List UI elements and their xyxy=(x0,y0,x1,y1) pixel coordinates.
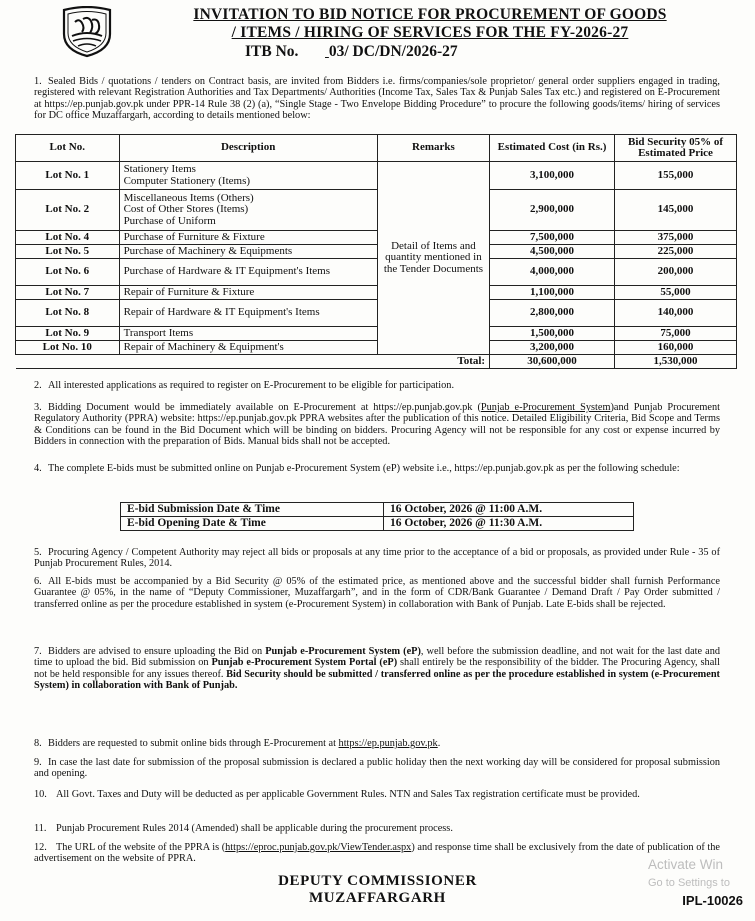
itb-label: ITB No. xyxy=(245,43,299,60)
table-row: Lot No. 1 Stationery Items Computer Stationery (Items) Detail of Items and quantity mentioned in the Tender Documents 3,100,000 155,000 xyxy=(16,162,737,190)
signature-block xyxy=(0,873,755,907)
col-remarks-header: Remarks xyxy=(377,135,489,162)
punjab-eprocurement-link[interactable]: Punjab e-Procurement System xyxy=(480,402,611,413)
clause-6: 6. All E-bids must be accompanied by a Bid Security @ 05% of the estimated price, as mentioned above and the successful bidder shall furnish Performance Guarantee @ 05%, in the name of “Deputy Commissioner, Muzaffargarh”, and in the form of CDR/Bank Guarantee / Demand Draft / Pay Order submitted / transferred online as per the procedure established in system (e-Procurement System) in collaboration with Bank of Punjab. Late E-bids shall be rejected. xyxy=(34,576,720,610)
clause-7: 7. Bidders are advised to ensure uploading the Bid on Punjab e-Procurement System (eP), well before the submission deadline, and not wait for the last date and time to upload the bid. Bid submission on Punjab e-Procurement System Portal (eP) shall entirely be the responsibility of the bidder. The Procuring Agency, shall not be held responsible for any issues thereof. Bid Security should be submitted / transferred online as per the procedure established in system (e-Procurement System) in collaboration with Bank of Punjab. xyxy=(34,646,720,691)
clause-2: 2. All interested applications as required to register on E-Procurement to be eligible for participation. xyxy=(34,380,455,391)
schedule-row xyxy=(121,517,634,531)
opening-value: 16 October, 2026 @ 11:30 A.M. xyxy=(384,517,634,531)
clause-4: 4. The complete E-bids must be submitted online on Punjab e-Procurement System (eP) website i.e., https://ep.punjab.gov.pk as per the following schedule: xyxy=(34,463,680,474)
table-row: Lot No. 2 Miscellaneous Items (Others) Cost of Other Stores (Items) Purchase of Uniform 2,900,000 145,000 xyxy=(16,190,737,231)
signatory-title: DEPUTY COMMISSIONER xyxy=(278,873,477,889)
col-cost-header: Estimated Cost (in Rs.) xyxy=(490,135,615,162)
signatory-district: MUZAFFARGARH xyxy=(309,890,446,906)
notice-header xyxy=(130,6,730,61)
notice-title-line-2: / ITEMS / HIRING OF SERVICES FOR THE FY-2026-27 xyxy=(231,24,629,41)
opening-label: E-bid Opening Date & Time xyxy=(121,517,384,531)
col-lot-header: Lot No. xyxy=(16,135,120,162)
total-cost: 30,600,000 xyxy=(490,355,615,369)
ebid-schedule-table xyxy=(120,502,634,531)
col-description-header: Description xyxy=(119,135,377,162)
remarks-cell: Detail of Items and quantity mentioned in the Tender Documents xyxy=(377,162,489,355)
table-row: Lot No. 7 Repair of Furniture & Fixture 1,100,000 55,000 xyxy=(16,286,737,300)
notice-title-line-1: INVITATION TO BID NOTICE FOR PROCUREMENT OF GOODS xyxy=(193,6,667,23)
ppra-url-link[interactable]: https://eproc.punjab.gov.pk/ViewTender.aspx xyxy=(225,842,412,853)
total-row xyxy=(16,355,737,369)
ipl-code: IPL-10026 xyxy=(682,893,743,908)
clause-11: 11. Punjab Procurement Rules 2014 (Amended) shall be applicable during the procurement process. xyxy=(34,823,453,834)
table-row: Lot No. 5 Purchase of Machinery & Equipments 4,500,000 225,000 xyxy=(16,245,737,259)
total-label: Total: xyxy=(16,355,490,369)
clause-5: 5. Procuring Agency / Competent Authority may reject all bids or proposals at any time prior to the acceptance of a bid or proposals, as provided under Rule - 35 of Punjab Procurement Rules, 2014. xyxy=(34,547,720,570)
punjab-emblem-icon xyxy=(58,6,116,58)
clause-9: 9. In case the last date for submission of the proposal submission is declared a public holiday then the next working day will be considered for proposal submission and opening. xyxy=(34,757,720,780)
clause-10: 10. All Govt. Taxes and Duty will be deducted as per applicable Government Rules. NTN and Sales Tax registration certificate must be provided. xyxy=(34,789,640,800)
table-row: Lot No. 8 Repair of Hardware & IT Equipment's Items 2,800,000 140,000 xyxy=(16,300,737,327)
total-security: 1,530,000 xyxy=(615,355,737,369)
table-row: Lot No. 9 Transport Items 1,500,000 75,000 xyxy=(16,327,737,341)
itb-number xyxy=(130,42,730,61)
itb-value: 03/ DC/DN/2026-27 xyxy=(328,43,458,60)
table-row: Lot No. 10 Repair of Machinery & Equipment's 3,200,000 160,000 xyxy=(16,341,737,355)
submission-label: E-bid Submission Date & Time xyxy=(121,503,384,517)
table-row: Lot No. 4 Purchase of Furniture & Fixture 7,500,000 375,000 xyxy=(16,231,737,245)
ep-punjab-link[interactable]: https://ep.punjab.gov.pk xyxy=(338,738,438,749)
bid-lots-table xyxy=(15,134,737,369)
table-header-row xyxy=(16,135,737,162)
clause-12: 12. The URL of the website of the PPRA is (https://eproc.punjab.gov.pk/ViewTender.aspx) and response time shall be exclusively from the date of publication of the advertisement on the website of PPRA. xyxy=(34,842,720,865)
clause-8: 8. Bidders are requested to submit online bids through E-Procurement at https://ep.punjab.gov.pk. xyxy=(34,738,441,749)
schedule-row xyxy=(121,503,634,517)
submission-value: 16 October, 2026 @ 11:00 A.M. xyxy=(384,503,634,517)
table-row: Lot No. 6 Purchase of Hardware & IT Equipment's Items 4,000,000 200,000 xyxy=(16,259,737,286)
col-security-header: Bid Security 05% of Estimated Price xyxy=(615,135,737,162)
clause-3: 3. Bidding Document would be immediately available on E-Procurement at https://ep.punjab.gov.pk (Punjab e-Procurement System)and Punjab Procurement Regulatory Authority (PPRA) website: https://ep.punjab.gov.pk PPRA websites after the publication of this notice. Detailed Eligibility Criteria, Bid Scope and Terms & Conditions can be found in the Bid Document which will be binding on bidders. Procuring Agency will not be responsible for any cost or expense incurred by Bidders in connection with the preparation of Bids. Manual bids shall not be accepted. xyxy=(34,402,720,447)
activate-windows-watermark: Activate Win Go to Settings to xyxy=(648,857,730,889)
clause-1: 1. Sealed Bids / quotations / tenders on Contract basis, are invited from Bidders i.e. firms/companies/sole proprietor/ general order suppliers engaged in trading, registered with relevant Registration Authorities and Tax Departments/ Authorities (Income Tax, Sales Tax & Punjab Sales Tax etc.) and registered on E-Procurement at https://ep.punjab.gov.pk under PPR-14 Rule 38 (2) (a), “Single Stage - Two Envelope Bidding Procedure” to procure the following goods/items/ hiring of services for DC office Muzaffargarh, according to details mentioned below: xyxy=(34,76,720,121)
